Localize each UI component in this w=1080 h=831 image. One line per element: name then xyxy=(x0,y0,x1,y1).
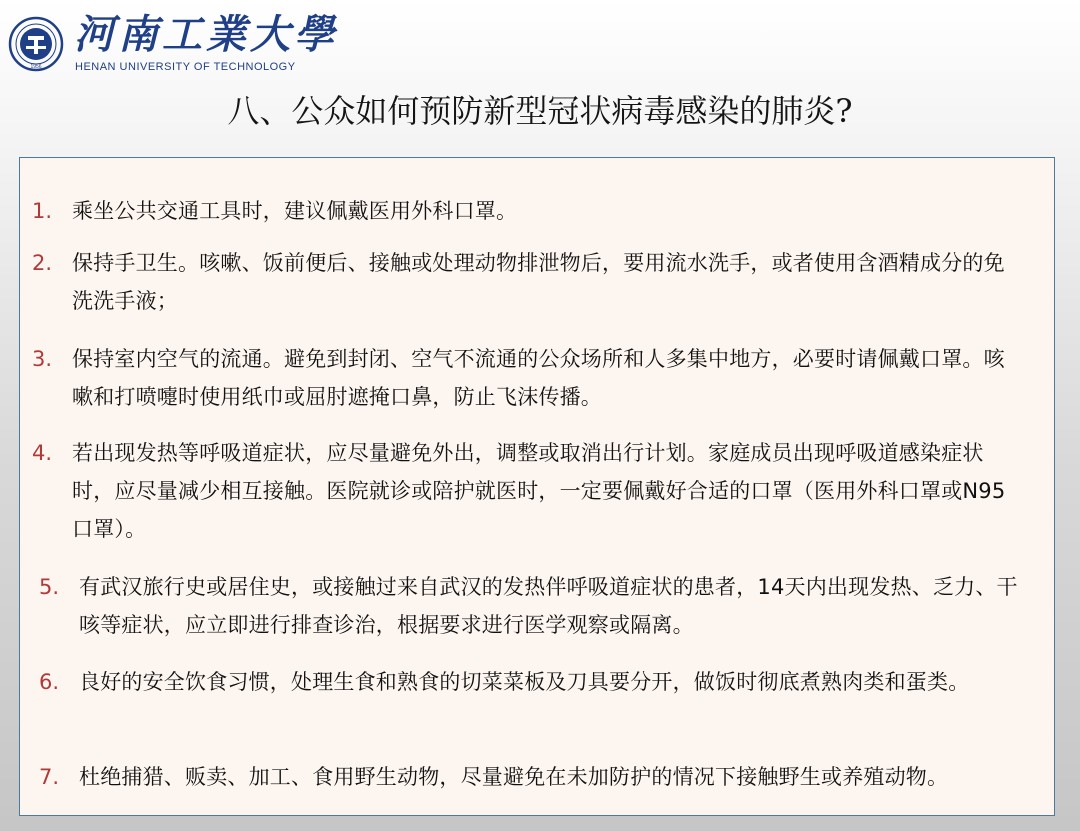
seal-year: 1956 xyxy=(30,64,42,70)
item-number: 1. xyxy=(32,199,53,223)
item-text: 乘坐公共交通工具时，建议佩戴医用外科口罩。 xyxy=(72,199,518,223)
item-number: 3. xyxy=(32,347,53,371)
item-text: 有武汉旅行史或居住史，或接触过来自武汉的发热伴呼吸道症状的患者，14天内出现发热、乏力、干咳等症状，应立即进行排查诊治，根据要求进行医学观察或隔离。 xyxy=(79,575,1018,637)
logo-chinese-name: 河南工業大學 xyxy=(74,11,338,58)
content-panel xyxy=(19,157,1055,816)
item-number: 6. xyxy=(39,670,60,694)
university-seal-icon xyxy=(8,16,64,72)
item-number: 2. xyxy=(32,251,53,275)
item-number: 5. xyxy=(39,575,60,599)
item-text: 良好的安全饮食习惯，处理生食和熟食的切菜菜板及刀具要分开，做饭时彻底煮熟肉类和蛋类。 xyxy=(79,670,970,694)
item-text: 若出现发热等呼吸道症状，应尽量避免外出，调整或取消出行计划。家庭成员出现呼吸道感染症状时，应尽量减少相互接触。医院就诊或陪护就医时，一定要佩戴好合适的口罩（医用外科口罩或N95口罩）。 xyxy=(72,441,1006,541)
item-text: 保持手卫生。咳嗽、饭前便后、接触或处理动物排泄物后，要用流水洗手，或者使用含酒精成分的免洗洗手液； xyxy=(72,251,1005,313)
item-text: 保持室内空气的流通。避免到封闭、空气不流通的公众场所和人多集中地方，必要时请佩戴口罩。咳嗽和打喷嚏时使用纸巾或屈肘遮掩口鼻，防止飞沫传播。 xyxy=(72,347,1005,409)
item-number: 7. xyxy=(39,765,60,789)
item-text: 杜绝捕猎、贩卖、加工、食用野生动物，尽量避免在未加防护的情况下接触野生或养殖动物。 xyxy=(79,765,949,789)
item-number: 4. xyxy=(32,441,53,465)
page-title: 八、公众如何预防新型冠状病毒感染的肺炎? xyxy=(227,92,853,130)
logo-english-name: HENAN UNIVERSITY OF TECHNOLOGY xyxy=(75,61,296,73)
